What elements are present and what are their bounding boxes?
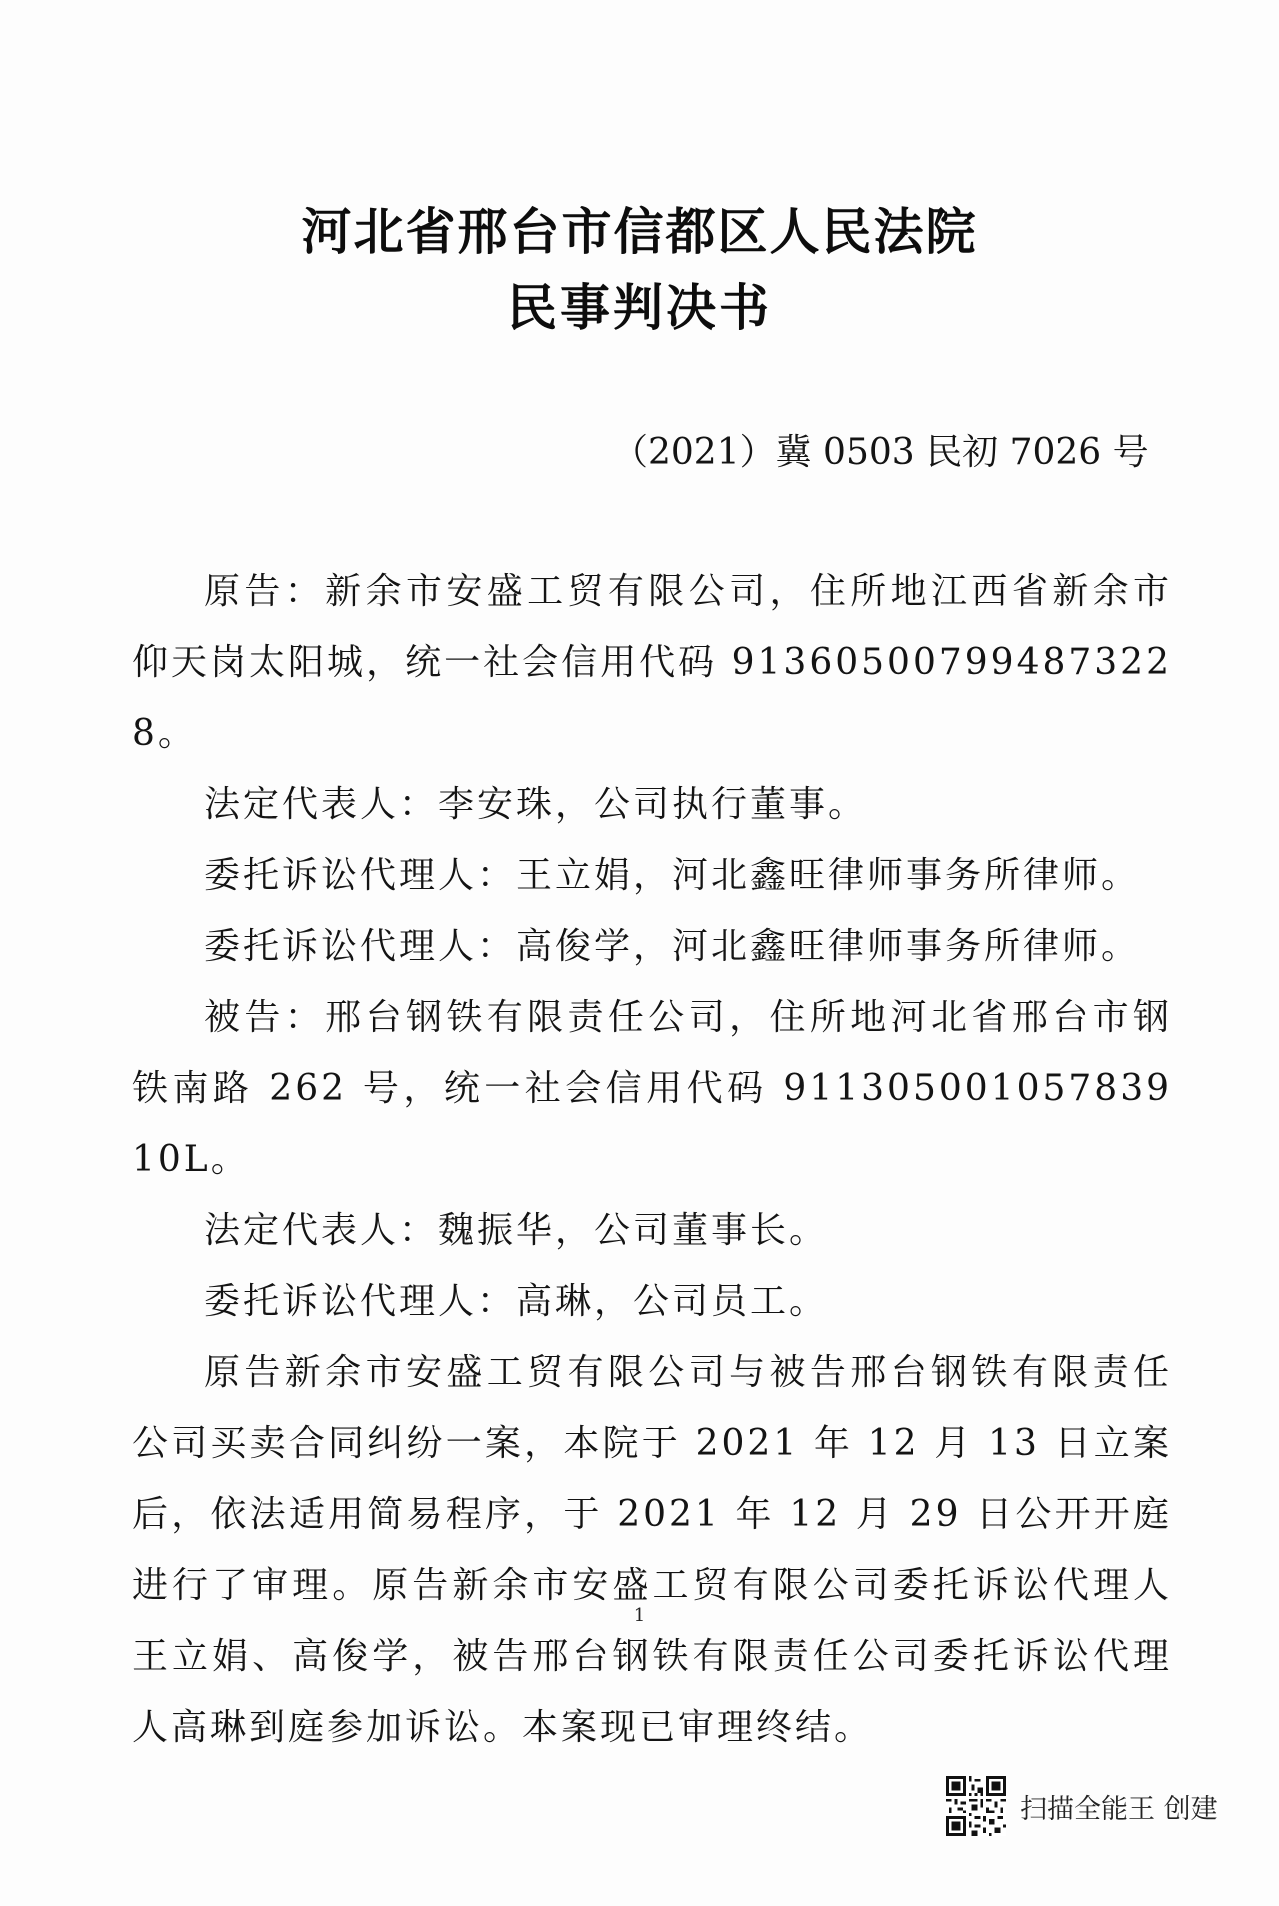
defendant-paragraph: 被告：邢台钢铁有限责任公司，住所地河北省邢台市钢铁南路 262 号，统一社会信用代码 911305001057839 10L。 bbox=[132, 997, 1172, 1180]
scanner-watermark bbox=[946, 1776, 1218, 1836]
defendant-agent: 委托诉讼代理人：高琳，公司员工。 bbox=[204, 1281, 829, 1322]
qr-code-icon bbox=[946, 1776, 1006, 1836]
plaintiff-agent-2: 委托诉讼代理人：高俊学，河北鑫旺律师事务所律师。 bbox=[204, 926, 1141, 967]
case-summary-paragraph: 原告新余市安盛工贸有限公司与被告邢台钢铁有限责任公司买卖合同纠纷一案，本院于 2021 年 12 月 13 日立案后，依法适用简易程序，于 2021 年 12 月 29 日公开开庭进行了审理。原告新余市安盛工贸有限公司委托诉讼代理人王立娟、高俊学，被告邢台钢铁有限责任公司委托诉讼代理人高琳到庭参加诉讼。本案现已审理终结。 bbox=[132, 1352, 1172, 1748]
document-title: 民事判决书 bbox=[507, 279, 772, 337]
case-number: （2021）冀 0503 民初 7026 号 bbox=[612, 432, 1149, 473]
plaintiff-legal-rep: 法定代表人：李安珠，公司执行董事。 bbox=[204, 784, 868, 825]
plaintiff-agent-1: 委托诉讼代理人：王立娟，河北鑫旺律师事务所律师。 bbox=[204, 855, 1141, 896]
defendant-legal-rep: 法定代表人：魏振华，公司董事长。 bbox=[204, 1210, 829, 1251]
plaintiff-paragraph: 原告：新余市安盛工贸有限公司，住所地江西省新余市仰天岗太阳城，统一社会信用代码 91360500799487322 8。 bbox=[132, 571, 1172, 754]
court-name: 河北省邢台市信都区人民法院 bbox=[301, 203, 978, 261]
page-number: 1 bbox=[633, 1605, 646, 1626]
watermark-text: 扫描全能王 创建 bbox=[1020, 1793, 1218, 1825]
judgment-body bbox=[132, 556, 1172, 1763]
